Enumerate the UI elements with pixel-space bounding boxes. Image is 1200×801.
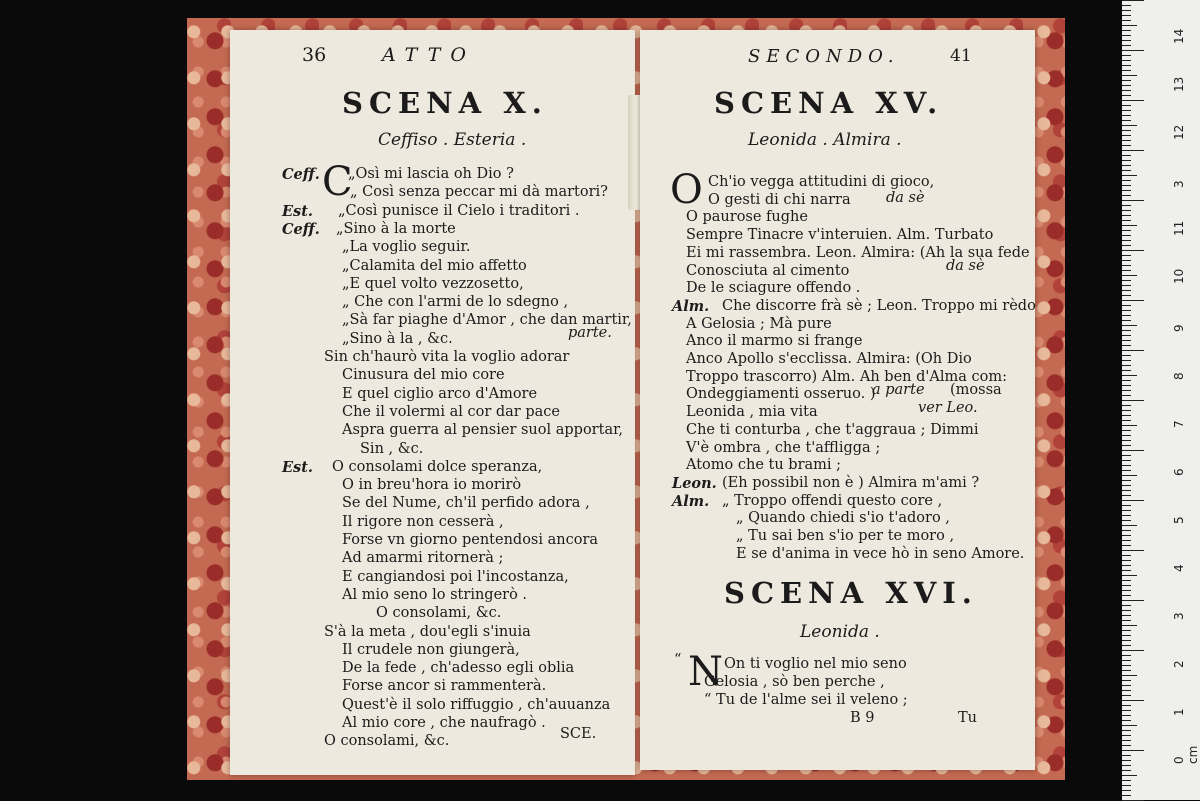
ruler-tick xyxy=(1122,625,1137,626)
ruler-tick xyxy=(1122,290,1131,291)
ruler-label: 10 xyxy=(1172,268,1186,284)
verse-line: „Calamita del mio affetto xyxy=(342,257,527,274)
ruler-tick xyxy=(1122,685,1131,686)
ruler-tick xyxy=(1122,500,1144,501)
ruler-tick xyxy=(1122,605,1131,606)
verse-line: Il crudele non giungerà, xyxy=(342,641,520,658)
ruler-tick xyxy=(1122,505,1131,506)
ruler-label: 1 xyxy=(1172,708,1186,716)
ruler-tick xyxy=(1122,405,1131,406)
ruler-tick xyxy=(1122,255,1131,256)
verse-line: „ Così senza peccar mi dà martori? xyxy=(350,184,608,201)
ruler-tick xyxy=(1122,560,1131,561)
verse-line: O gesti di chi narra xyxy=(708,191,851,208)
ruler-tick xyxy=(1122,270,1131,271)
speaker-label: Alm. xyxy=(672,492,710,510)
ruler-tick xyxy=(1122,525,1137,526)
opening-quote: “ xyxy=(674,652,682,668)
ruler-tick xyxy=(1122,15,1131,16)
speaker-label: Ceff. xyxy=(282,220,320,238)
ruler-tick xyxy=(1122,180,1131,181)
ruler-label: 4 xyxy=(1172,564,1186,572)
ruler-tick xyxy=(1122,275,1137,276)
ruler-tick xyxy=(1122,540,1131,541)
verse-line: A Gelosia ; Mà pure xyxy=(686,315,832,332)
verse-line: Forse ancor si rammenterà. xyxy=(342,678,547,695)
ruler-tick xyxy=(1122,215,1131,216)
ruler-tick xyxy=(1122,360,1131,361)
verse-line: Forse vn giorno pentendosi ancora xyxy=(342,532,599,548)
ruler-tick xyxy=(1122,235,1131,236)
ruler-tick xyxy=(1122,620,1131,621)
verse-line: E se d'anima in vece hò in seno Amore. xyxy=(736,545,1025,562)
measuring-ruler xyxy=(1122,0,1200,800)
ruler-label: 12 xyxy=(1172,124,1186,140)
ruler-tick xyxy=(1122,50,1144,51)
ruler-tick xyxy=(1122,375,1137,376)
verse-line: Anco il marmo si frange xyxy=(686,333,863,350)
verse-line: Atomo che tu brami ; xyxy=(686,457,842,474)
ruler-tick xyxy=(1122,460,1131,461)
ruler-tick xyxy=(1122,595,1131,596)
ruler-label: 13 xyxy=(1172,76,1186,92)
verse-line: Sin ch'haurò vita la voglio adorar xyxy=(324,349,570,365)
ruler-tick xyxy=(1122,550,1144,551)
ruler-tick xyxy=(1122,715,1131,716)
ruler-tick xyxy=(1122,300,1144,301)
ruler-tick xyxy=(1122,35,1131,36)
ruler-label: 9 xyxy=(1172,324,1186,332)
ruler-tick xyxy=(1122,400,1144,401)
ruler-label: 3 xyxy=(1172,612,1186,620)
ruler-tick xyxy=(1122,190,1131,191)
ruler-tick xyxy=(1122,55,1131,56)
ruler-tick xyxy=(1122,320,1131,321)
ruler-tick xyxy=(1122,365,1131,366)
ruler-label: 0 cm xyxy=(1172,745,1200,764)
ruler-tick xyxy=(1122,775,1137,776)
ruler-tick xyxy=(1122,615,1131,616)
ruler-tick xyxy=(1122,695,1131,696)
verse-line: Gelosia , sò ben perche , xyxy=(704,674,885,690)
verse-line: O consolami, &c. xyxy=(324,733,450,750)
ruler-tick xyxy=(1122,720,1131,721)
verse-line: Sin , &c. xyxy=(360,440,424,457)
right-page xyxy=(640,30,1035,770)
ruler-tick xyxy=(1122,705,1131,706)
ruler-tick xyxy=(1122,155,1131,156)
ruler-tick xyxy=(1122,370,1131,371)
ruler-tick xyxy=(1122,220,1131,221)
verse-line: Il rigore non cesserà , xyxy=(342,513,504,530)
verse-line: „ Quando chiedi s'io t'adoro , xyxy=(736,510,950,527)
ruler-tick xyxy=(1122,185,1131,186)
verse-line: De la fede , ch'adesso egli oblia xyxy=(342,660,575,677)
ruler-tick xyxy=(1122,90,1131,91)
ruler-tick xyxy=(1122,100,1144,101)
ruler-tick xyxy=(1122,420,1131,421)
verse-line: E cangiandosi poi l'incostanza, xyxy=(342,568,569,585)
ruler-tick xyxy=(1122,490,1131,491)
ruler-tick xyxy=(1122,210,1131,211)
verse-line: Anco Apollo s'ecclissa. Almira: (Oh Dio xyxy=(686,351,972,367)
scene-title-left: SCENA X. xyxy=(342,86,548,120)
ruler-tick xyxy=(1122,450,1144,451)
ruler-tick xyxy=(1122,45,1131,46)
ruler-tick xyxy=(1122,690,1131,691)
ruler-tick xyxy=(1122,260,1131,261)
ruler-tick xyxy=(1122,310,1131,311)
page-number-left: 36 xyxy=(302,44,327,66)
signature-mark: B 9 xyxy=(850,710,875,726)
ruler-tick xyxy=(1122,795,1131,796)
verse-line: O in breu'hora io morirò xyxy=(342,477,522,494)
ruler-tick xyxy=(1122,655,1131,656)
drop-capital: N xyxy=(688,649,723,695)
ruler-tick xyxy=(1122,645,1131,646)
note-mossa: (mossa xyxy=(950,382,1002,398)
ruler-tick xyxy=(1122,765,1131,766)
ruler-tick xyxy=(1122,340,1131,341)
ruler-tick xyxy=(1122,345,1131,346)
speaker-label: Ceff. xyxy=(282,166,320,183)
ruler-tick xyxy=(1122,335,1131,336)
ruler-tick xyxy=(1122,70,1131,71)
ruler-tick xyxy=(1122,785,1131,786)
ruler-tick xyxy=(1122,530,1131,531)
ruler-tick xyxy=(1122,130,1131,131)
ruler-label: 11 xyxy=(1172,220,1186,236)
ruler-tick xyxy=(1122,640,1131,641)
stage-direction-parte: parte. xyxy=(568,325,612,341)
ruler-tick xyxy=(1122,520,1131,521)
verse-line: Che ti conturba , che t'aggraua ; Dimmi xyxy=(686,421,979,438)
note-da-se-1: da sè xyxy=(886,190,925,206)
ruler-tick xyxy=(1122,20,1131,21)
speaker-label: Est. xyxy=(282,458,313,476)
ruler-tick xyxy=(1122,75,1137,76)
ruler-label: 8 xyxy=(1172,372,1186,380)
ruler-tick xyxy=(1122,475,1137,476)
verse-line: „Sino à la morte xyxy=(336,220,456,237)
ruler-tick xyxy=(1122,30,1131,31)
ruler-tick xyxy=(1122,10,1131,11)
ruler-tick xyxy=(1122,165,1131,166)
verse-line: Ondeggiamenti osseruo. ) xyxy=(686,386,876,403)
ruler-tick xyxy=(1122,395,1131,396)
ruler-tick xyxy=(1122,570,1131,571)
verse-line: De le sciagure offendo . xyxy=(686,280,861,297)
ruler-tick xyxy=(1122,735,1131,736)
ruler-tick xyxy=(1122,60,1131,61)
verse-line: Ei mi rassembra. Leon. Almira: (Ah la sua fede xyxy=(686,244,1030,261)
verse-line: E quel ciglio arco d'Amore xyxy=(342,385,538,402)
verse-line: „ Troppo offendi questo core , xyxy=(722,492,943,509)
drop-capital: O xyxy=(670,167,703,213)
characters-left: Ceffiso . Esteria . xyxy=(378,130,527,150)
ruler-tick xyxy=(1122,350,1144,351)
ruler-tick xyxy=(1122,5,1131,6)
ruler-tick xyxy=(1122,440,1131,441)
ruler-tick xyxy=(1122,580,1131,581)
note-da-se-2: da sè xyxy=(946,258,985,274)
note-ver-leo: ver Leo. xyxy=(918,400,978,416)
ruler-tick xyxy=(1122,510,1131,511)
ruler-tick xyxy=(1122,0,1144,1)
ruler-tick xyxy=(1122,455,1131,456)
ruler-tick xyxy=(1122,285,1131,286)
ruler-tick xyxy=(1122,240,1131,241)
ruler-tick xyxy=(1122,635,1131,636)
ruler-tick xyxy=(1122,445,1131,446)
ruler-tick xyxy=(1122,355,1131,356)
ruler-tick xyxy=(1122,225,1137,226)
verse-line: O consolami dolce speranza, xyxy=(332,458,543,475)
ruler-tick xyxy=(1122,725,1137,726)
ruler-tick xyxy=(1122,145,1131,146)
ruler-label: 7 xyxy=(1172,420,1186,428)
ruler-tick xyxy=(1122,700,1144,701)
ruler-tick xyxy=(1122,750,1144,751)
verse-line: „ Tu sai ben s'io per te moro , xyxy=(736,528,955,544)
verse-line: Cinusura del mio core xyxy=(342,367,505,384)
ruler-tick xyxy=(1122,770,1131,771)
ruler-tick xyxy=(1122,330,1131,331)
verse-line: S'à la meta , dou'egli s'inuia xyxy=(324,623,531,640)
ruler-tick xyxy=(1122,495,1131,496)
page-number-right: 41 xyxy=(950,46,972,66)
verse-line: „Osì mi lascia oh Dio ? xyxy=(348,166,514,182)
verse-line: O paurose fughe xyxy=(686,209,808,226)
ruler-label: 6 xyxy=(1172,468,1186,476)
ruler-tick xyxy=(1122,665,1131,666)
ruler-tick xyxy=(1122,545,1131,546)
ruler-tick xyxy=(1122,140,1131,141)
scene2-title: SCENA XVI. xyxy=(724,576,978,610)
ruler-tick xyxy=(1122,740,1131,741)
ruler-tick xyxy=(1122,630,1131,631)
verse-line: Al mio seno lo stringerò . xyxy=(342,586,528,603)
ruler-tick xyxy=(1122,710,1131,711)
ruler-tick xyxy=(1122,160,1131,161)
verse-line: Che discorre frà sè ; Leon. Troppo mi rèdo xyxy=(722,297,1036,314)
ruler-tick xyxy=(1122,670,1131,671)
ruler-tick xyxy=(1122,390,1131,391)
speaker-label: Est. xyxy=(282,202,313,220)
ruler-label: 14 xyxy=(1172,28,1186,44)
scene2-characters: Leonida . xyxy=(800,622,880,642)
verse-line: „Sà far piaghe d'Amor , che dan martir, xyxy=(342,312,632,329)
ruler-tick xyxy=(1122,315,1131,316)
ruler-tick xyxy=(1122,25,1137,26)
verse-line: Troppo trascorro) Alm. Ah ben d'Alma com: xyxy=(686,368,1007,385)
ruler-label: 5 xyxy=(1172,516,1186,524)
drop-capital: C xyxy=(322,159,353,205)
ruler-tick xyxy=(1122,175,1137,176)
ruler-tick xyxy=(1122,305,1131,306)
ruler-tick xyxy=(1122,230,1131,231)
verse-line: Leonida , mia vita xyxy=(686,404,818,421)
ruler-tick xyxy=(1122,380,1131,381)
ruler-tick xyxy=(1122,790,1131,791)
ruler-tick xyxy=(1122,265,1131,266)
verse-line: Aspra guerra al pensier suol apportar, xyxy=(342,422,624,439)
verse-line: “ Tu de l'alme sei il veleno ; xyxy=(704,692,908,708)
ruler-tick xyxy=(1122,80,1131,81)
ruler-tick xyxy=(1122,65,1131,66)
ruler-tick xyxy=(1122,650,1144,651)
ruler-tick xyxy=(1122,590,1131,591)
verse-line: Se del Nume, ch'il perfido adora , xyxy=(342,495,590,512)
ruler-tick xyxy=(1122,575,1137,576)
ruler-tick xyxy=(1122,85,1131,86)
ruler-tick xyxy=(1122,535,1131,536)
characters-right: Leonida . Almira . xyxy=(748,130,902,150)
ruler-tick xyxy=(1122,435,1131,436)
ruler-tick xyxy=(1122,515,1131,516)
ruler-tick xyxy=(1122,470,1131,471)
ruler-tick xyxy=(1122,135,1131,136)
verse-line: „Così punisce il Cielo i traditori . xyxy=(338,202,580,219)
ruler-tick xyxy=(1122,600,1144,601)
ruler-tick xyxy=(1122,565,1131,566)
ruler-tick xyxy=(1122,780,1131,781)
ruler-tick xyxy=(1122,95,1131,96)
ruler-tick xyxy=(1122,480,1131,481)
ruler-label: 2 xyxy=(1172,660,1186,668)
ruler-tick xyxy=(1122,120,1131,121)
verse-line: (Eh possibil non è ) Almira m'ami ? xyxy=(722,474,980,491)
ruler-tick xyxy=(1122,430,1131,431)
verse-line: „ Che con l'armi de lo sdegno , xyxy=(342,294,569,311)
running-head-left: ATTO xyxy=(382,44,476,66)
left-page xyxy=(230,30,635,775)
speaker-label: Alm. xyxy=(672,297,710,315)
ruler-tick xyxy=(1122,385,1131,386)
verse-line: Ad amarmi ritornerà ; xyxy=(342,550,504,567)
verse-line: Ch'io vegga attitudini di gioco, xyxy=(708,174,935,190)
verse-line: „E quel volto vezzosetto, xyxy=(342,275,524,292)
ruler-tick xyxy=(1122,110,1131,111)
ruler-tick xyxy=(1122,410,1131,411)
verse-line: Sempre Tinacre v'interuien. Alm. Turbato xyxy=(686,227,994,244)
ruler-tick xyxy=(1122,755,1131,756)
verse-line: Che il volermi al cor dar pace xyxy=(342,403,560,420)
ruler-tick xyxy=(1122,195,1131,196)
verse-line: Quest'è il solo riffuggio , ch'auuanza xyxy=(342,696,611,713)
ruler-tick xyxy=(1122,40,1131,41)
verse-line: V'è ombra , che t'affligga ; xyxy=(686,439,881,456)
verse-line: „Sino à la , &c. xyxy=(342,330,453,347)
ruler-tick xyxy=(1122,425,1137,426)
catchword-right: Tu xyxy=(958,710,978,726)
catchword-left: SCE. xyxy=(560,726,597,742)
ruler-tick xyxy=(1122,680,1131,681)
ruler-tick xyxy=(1122,585,1131,586)
ruler-tick xyxy=(1122,170,1131,171)
ruler-tick xyxy=(1122,415,1131,416)
ruler-tick xyxy=(1122,150,1144,151)
ruler-tick xyxy=(1122,200,1144,201)
ruler-tick xyxy=(1122,760,1131,761)
note-a-parte: a parte xyxy=(872,382,925,398)
ruler-tick xyxy=(1122,280,1131,281)
ruler-tick xyxy=(1122,105,1131,106)
verse-line: Conosciuta al cimento xyxy=(686,262,850,279)
ruler-label: 3 xyxy=(1172,180,1186,188)
ruler-tick xyxy=(1122,125,1137,126)
verse-line: On ti voglio nel mio seno xyxy=(724,656,907,672)
ruler-tick xyxy=(1122,555,1131,556)
ruler-tick xyxy=(1122,250,1144,251)
verse-line: O consolami, &c. xyxy=(376,605,502,622)
ruler-tick xyxy=(1122,660,1131,661)
ruler-tick xyxy=(1122,295,1131,296)
ruler-tick xyxy=(1122,325,1137,326)
ruler-tick xyxy=(1122,485,1131,486)
ruler-tick xyxy=(1122,610,1131,611)
ruler-tick xyxy=(1122,245,1131,246)
ruler-tick xyxy=(1122,115,1131,116)
speaker-label: Leon. xyxy=(672,474,717,492)
scene-title-right: SCENA XV. xyxy=(714,86,944,120)
ruler-tick xyxy=(1122,675,1137,676)
ruler-tick xyxy=(1122,730,1131,731)
ruler-tick xyxy=(1122,745,1131,746)
verse-line: „La voglio seguir. xyxy=(342,239,471,256)
verse-line: Al mio core , che naufragò . xyxy=(342,715,546,731)
ruler-tick xyxy=(1122,205,1131,206)
ruler-tick xyxy=(1122,465,1131,466)
running-head-right: SECONDO. xyxy=(748,46,900,67)
